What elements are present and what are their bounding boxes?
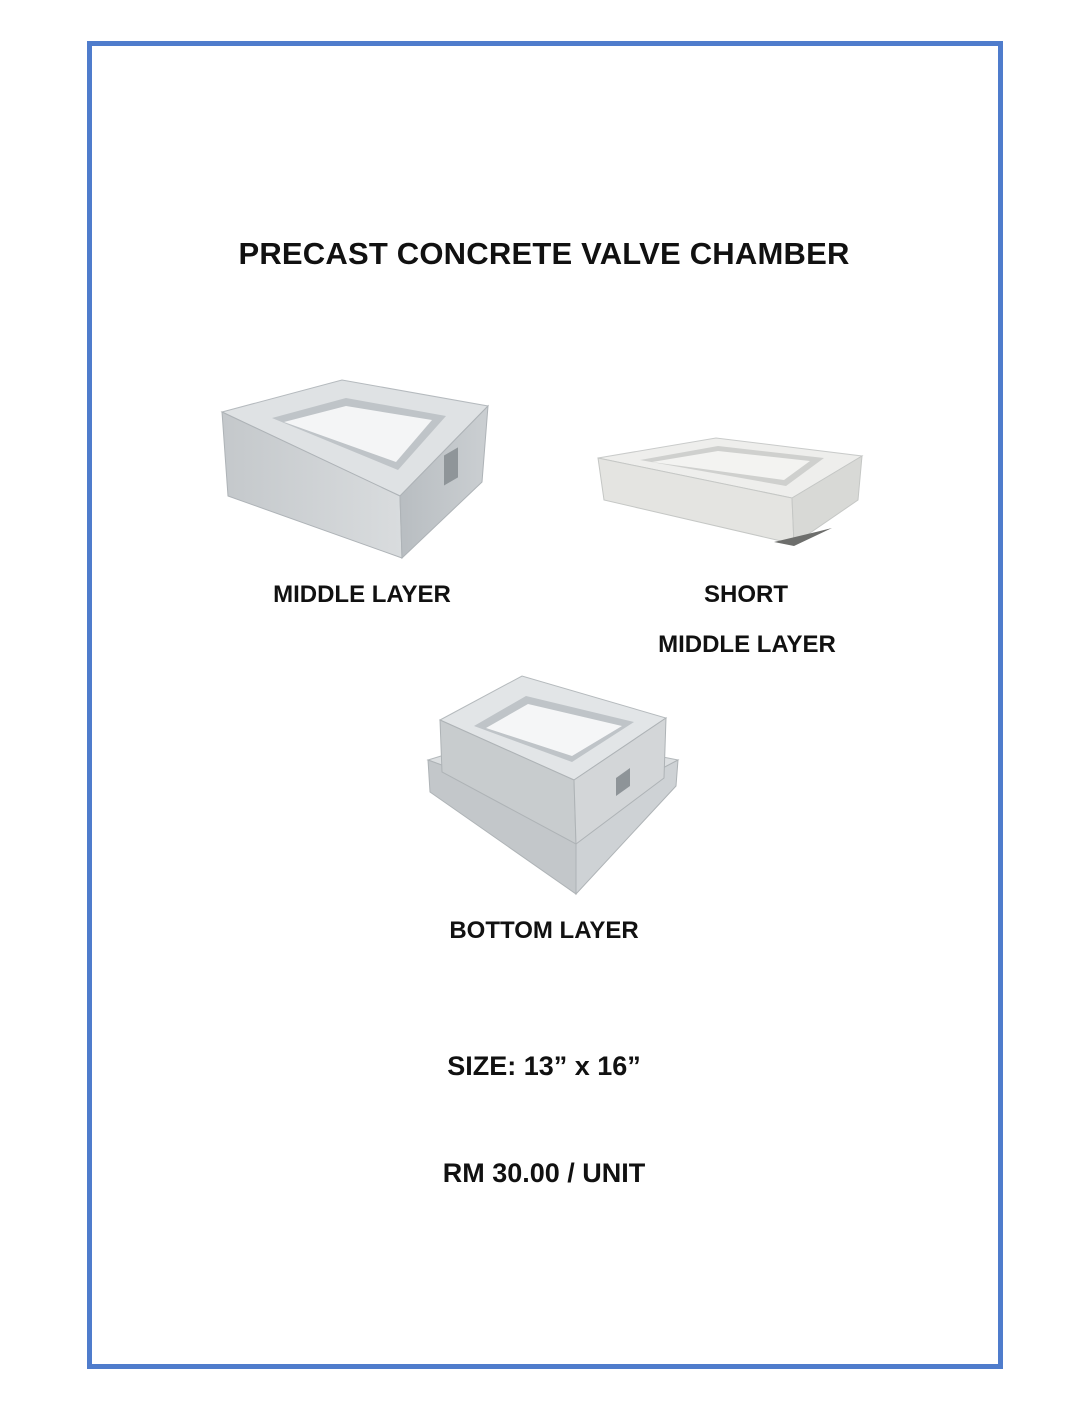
middle-layer-label: MIDDLE LAYER: [273, 581, 451, 608]
middle-layer-image: [218, 378, 490, 560]
price-text: RM 30.00 / UNIT: [442, 1158, 646, 1188]
size-text: SIZE: 13” x 16”: [447, 1051, 641, 1081]
short-middle-layer-label-line1: SHORT: [704, 581, 788, 608]
bottom-layer-label: BOTTOM LAYER: [449, 917, 639, 944]
page-title: PRECAST CONCRETE VALVE CHAMBER: [238, 236, 850, 271]
bottom-layer-image: [426, 674, 680, 896]
short-middle-layer-label-line2: MIDDLE LAYER: [658, 631, 836, 658]
short-middle-layer-image: [596, 436, 864, 550]
